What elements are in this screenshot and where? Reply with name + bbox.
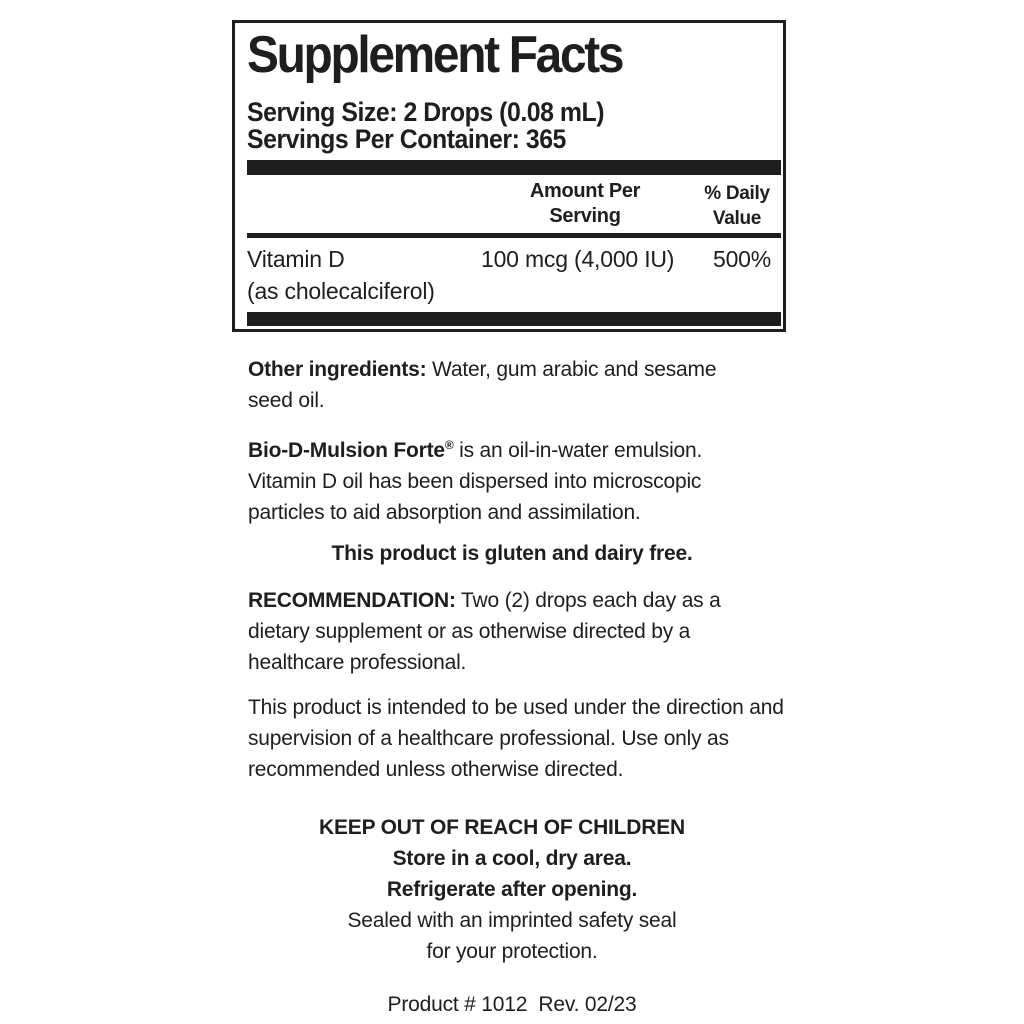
thick-divider-top <box>247 160 781 175</box>
other-ingredients-label: Other ingredients: <box>248 358 427 381</box>
nutrient-daily-value: 500% <box>713 246 772 272</box>
facts-title: Supplement Facts <box>247 26 623 84</box>
gluten-dairy-free: This product is gluten and dairy free. <box>331 542 693 565</box>
nutrient-form: (as cholecalciferol) <box>247 278 435 304</box>
other-ingredients-text: Water, gum arabic and sesame seed oil. <box>248 358 717 412</box>
recommendation-text: Two (2) drops each day as a dietary supplement or as otherwise directed by a healthcare professional. <box>248 589 721 674</box>
other-ingredients <box>248 354 748 416</box>
nutrient-amount: 100 mcg (4,000 IU) <box>481 246 675 272</box>
recommendation-label: RECOMMENDATION: <box>248 589 456 612</box>
emulsion-description <box>248 430 758 528</box>
recommendation <box>248 585 748 678</box>
safety-seal-line1: Sealed with an imprinted safety seal <box>347 909 677 932</box>
refrigerate-instruction: Refrigerate after opening. <box>386 878 638 901</box>
nutrient-name: Vitamin D <box>247 246 345 272</box>
keep-out-warning: KEEP OUT OF REACH OF CHILDREN <box>319 816 685 839</box>
safety-seal-line2: for your protection. <box>426 940 598 963</box>
brand-name: Bio-D-Mulsion Forte <box>248 439 445 462</box>
product-code: Product # 1012 Rev. 02/23 <box>387 993 637 1016</box>
column-header-daily-value: % Daily Value <box>704 183 770 229</box>
thick-divider-bottom <box>247 312 781 326</box>
servings-per-container: Servings Per Container: 365 <box>247 124 566 154</box>
emulsion-text: is an oil-in-water emulsion. Vitamin D oil has been dispersed into microscopic particles to aid absorption and assimilation. <box>248 439 703 524</box>
supplement-facts-panel <box>232 20 786 332</box>
registered-mark: ® <box>444 438 454 452</box>
storage-instruction: Store in a cool, dry area. <box>392 847 632 870</box>
direction-notice: This product is intended to be used under the direction and supervision of a healthcare professional. Use only as recommended unless otherwise directed. <box>248 696 784 781</box>
thin-divider <box>247 233 781 238</box>
serving-size: Serving Size: 2 Drops (0.08 mL) <box>247 97 605 127</box>
column-header-amount: Amount Per Serving <box>529 180 641 227</box>
